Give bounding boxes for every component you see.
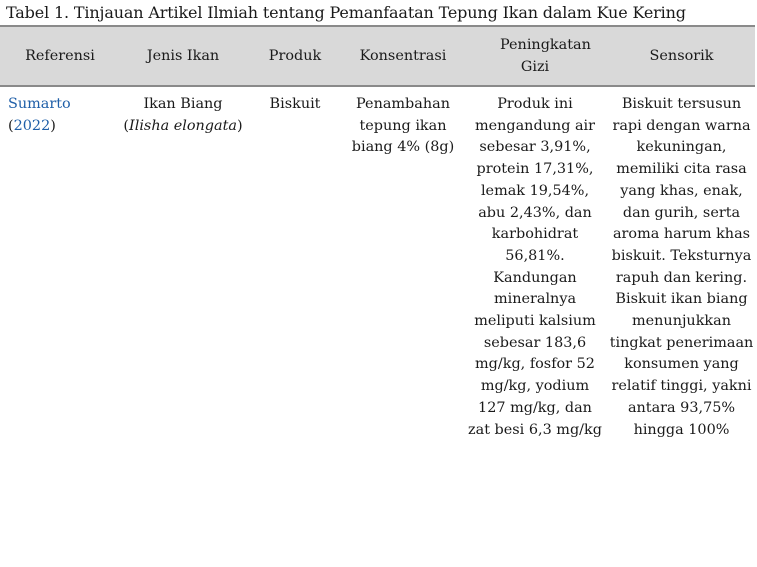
header-sensorik: Sensorik xyxy=(608,26,755,86)
fish-scientific-name: Ilisha elongata xyxy=(129,117,237,134)
header-produk: Produk xyxy=(246,26,344,86)
cell-jenis-ikan: Ikan Biang (Ilisha elongata) xyxy=(123,96,243,134)
header-referensi: Referensi xyxy=(0,26,120,86)
cell-referensi: Sumarto (2022) xyxy=(8,96,71,134)
reference-author-link[interactable]: Sumarto xyxy=(8,96,71,112)
header-jenis-ikan: Jenis Ikan xyxy=(120,26,246,86)
cell-peningkatan-gizi: Produk ini mengandung air sebesar 3,91%, protein 17,31%, lemak 19,54%, abu 2,43%, dan karbohidrat 56,81%. Kandungan mineralnya meliputi kalsium sebesar 183,6 mg/kg, fosfor 52 mg/kg, yodium 127 mg/kg, dan zat besi 6,3 mg/kg xyxy=(468,96,602,438)
header-peningkatan-gizi: Peningkatan Gizi xyxy=(462,26,608,86)
table-row xyxy=(0,86,755,441)
reference-year-link[interactable]: 2022 xyxy=(13,117,51,134)
cell-konsentrasi: Penambahan tepung ikan biang 4% (8g) xyxy=(351,96,455,156)
cell-produk: Biskuit xyxy=(269,96,321,112)
table-header-row xyxy=(0,26,755,86)
cell-sensorik: Biskuit tersusun rapi dengan warna kekuningan, memiliki cita rasa yang khas, enak, dan gurih, serta aroma harum khas biskuit. Teksturnya rapuh dan kering. Biskuit ikan biang menunjukkan tingkat penerimaan konsumen yang relatif tinggi, yakni antara 93,75% hingga 100% xyxy=(609,96,754,438)
header-konsentrasi: Konsentrasi xyxy=(344,26,462,86)
table-caption: Tabel 1. Tinjauan Artikel Ilmiah tentang Pemanfaatan Tepung Ikan dalam Kue Kering xyxy=(6,3,686,22)
review-table xyxy=(0,25,755,441)
fish-common-name: Ikan Biang xyxy=(143,96,223,112)
